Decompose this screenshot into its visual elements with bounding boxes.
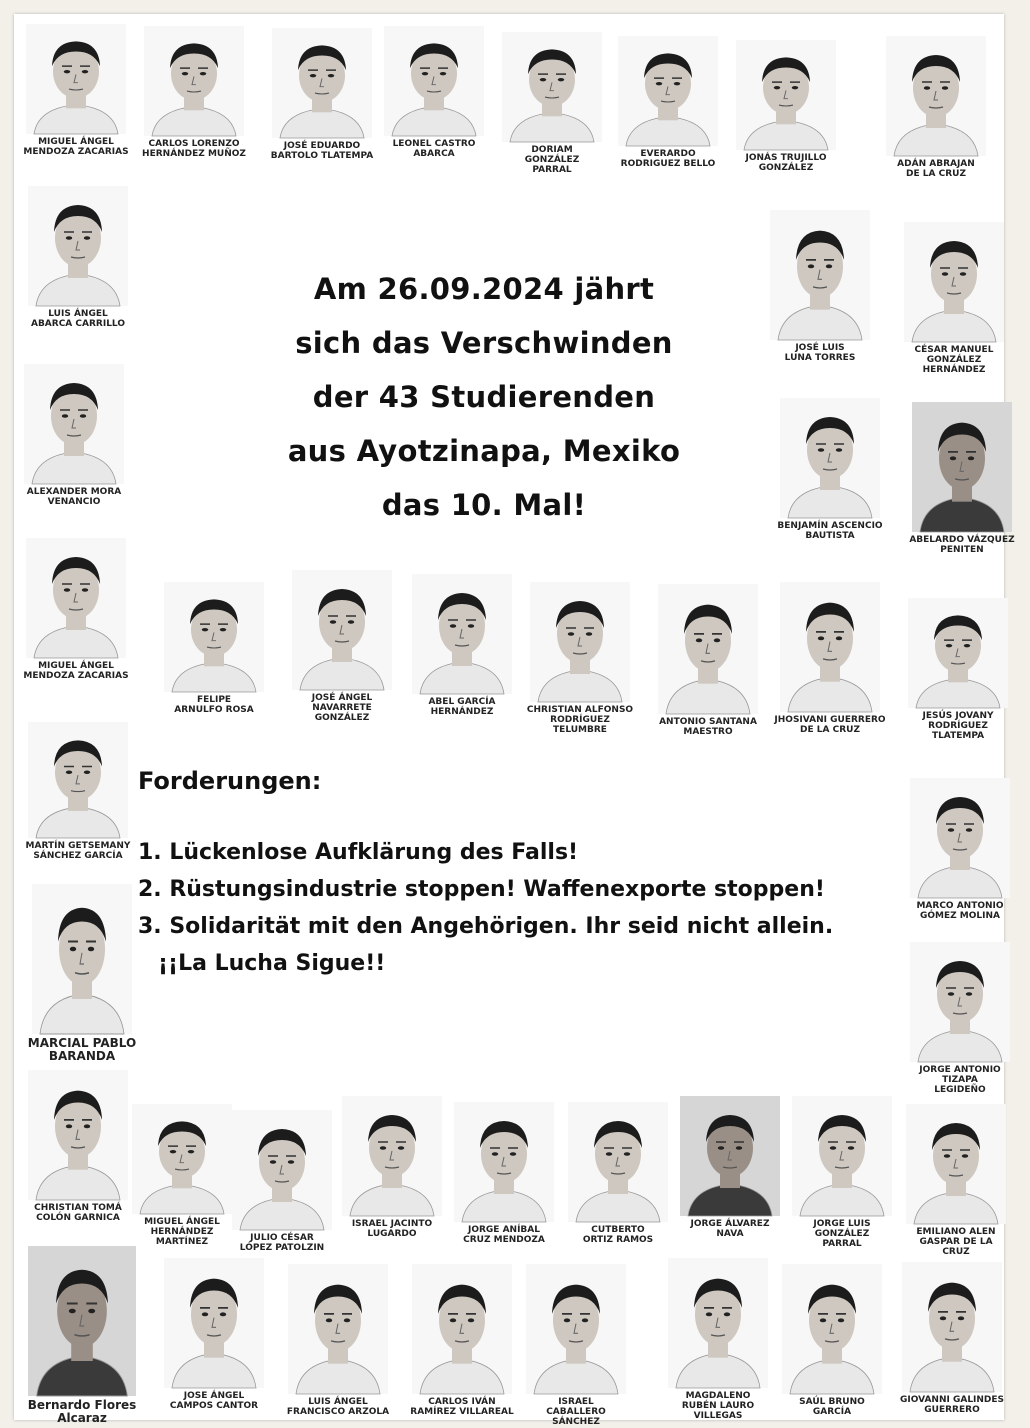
demand-item: 1. Lückenlose Aufklärung des Falls!: [138, 840, 579, 865]
headline-line: der 43 Studierenden: [312, 380, 656, 414]
portrait-photo: [384, 26, 484, 136]
portrait-card: [18, 722, 138, 861]
portrait-card: [154, 1258, 274, 1411]
portrait-photo: [502, 32, 602, 142]
portrait-caption: JORGE ÁLVAREZ NAVA: [690, 1219, 770, 1239]
portrait-card: [278, 1264, 398, 1417]
portrait-card: [14, 364, 134, 507]
portrait-caption: CARLOS IVÁN RAMÍREZ VILLAREAL: [410, 1397, 514, 1417]
portrait-caption: EVERARDO RODRIGUEZ BELLO: [620, 149, 716, 169]
portrait-card: [222, 1110, 342, 1253]
portrait-card: [22, 884, 142, 1063]
portrait-photo: [144, 26, 244, 136]
portrait-card: [16, 538, 136, 681]
portrait-caption: CARLOS LORENZO HERNÁNDEZ MUÑOZ: [142, 139, 246, 159]
portrait-card: [18, 1246, 146, 1425]
portrait-card: [402, 1264, 522, 1417]
portrait-caption: JESÚS JOVANY RODRÍGUEZ TLATEMPA: [922, 711, 994, 741]
portrait-photo: [288, 1264, 388, 1394]
portrait-photo: [132, 1104, 232, 1214]
demand-item: 2. Rüstungsindustrie stoppen! Waffenexporte stoppen!: [138, 877, 825, 902]
portrait-photo: [28, 186, 128, 306]
portrait-caption: ABEL GARCÍA HERNÁNDEZ: [428, 697, 496, 717]
portrait-caption: CÉSAR MANUEL GONZÁLEZ HERNÁNDEZ: [914, 345, 994, 375]
portrait-card: [332, 1096, 452, 1239]
portrait-caption: ADÁN ABRAJAN DE LA CRUZ: [897, 159, 975, 179]
portrait-caption: CUTBERTO ORTIZ RAMOS: [582, 1225, 654, 1245]
portrait-caption: LUIS ÁNGEL FRANCISCO ARZOLA: [286, 1397, 390, 1417]
portrait-card: [444, 1102, 564, 1245]
portrait-photo: [906, 1104, 1006, 1224]
portrait-card: [896, 1104, 1016, 1257]
poster: [14, 14, 1015, 1427]
headline-line: sich das Verschwinden: [295, 326, 673, 360]
portrait-caption: JULIO CÉSAR LÓPEZ PATOLZIN: [239, 1233, 325, 1253]
portrait-card: [770, 582, 890, 735]
portrait-card: [558, 1102, 678, 1245]
portrait-card: [894, 222, 1014, 375]
portrait-card: [902, 402, 1022, 555]
portrait-caption: Bernardo Flores Alcaraz: [27, 1398, 137, 1425]
demand-item: 3. Solidarität mit den Angehörigen. Ihr seid nicht allein.: [138, 914, 834, 939]
portrait-photo: [24, 364, 124, 484]
portrait-card: [900, 778, 1020, 921]
portrait-caption: MARCO ANTONIO GÓMEZ MOLINA: [916, 901, 1004, 921]
portrait-photo: [164, 582, 264, 692]
portrait-photo: [28, 722, 128, 838]
portrait-caption: JORGE ANTONIO TIZAPA LEGIDEÑO: [919, 1065, 1001, 1095]
portrait-caption: LEONEL CASTRO ABARCA: [392, 139, 476, 159]
portrait-photo: [782, 1264, 882, 1394]
portrait-caption: FELIPE ARNULFO ROSA: [174, 695, 254, 715]
portrait-photo: [736, 40, 836, 150]
portrait-caption: JOSÉ EDUARDO BARTOLO TLATEMPA: [270, 141, 374, 161]
portrait-caption: MIGUEL ÁNGEL MENDOZA ZACARIAS: [23, 661, 129, 681]
portrait-photo: [680, 1096, 780, 1216]
portrait-caption: JONÁS TRUJILLO GONZÁLEZ: [745, 153, 827, 173]
portrait-caption: JOSÉ ÁNGEL NAVARRETE GONZÁLEZ: [311, 693, 373, 723]
portrait-caption: ANTONIO SANTANA MAESTRO: [659, 717, 757, 737]
portrait-photo: [28, 1246, 136, 1396]
portrait-card: [18, 1070, 138, 1223]
portrait-photo: [886, 36, 986, 156]
portrait-photo: [292, 570, 392, 690]
portrait-card: [262, 28, 382, 161]
portrait-card: [154, 582, 274, 715]
portrait-caption: JORGE LUIS GONZÁLEZ PARRAL: [813, 1219, 871, 1249]
portrait-photo: [164, 1258, 264, 1388]
portrait-card: [876, 36, 996, 179]
portrait-photo: [780, 582, 880, 712]
portrait-caption: JOSÉ LUIS LUNA TORRES: [784, 343, 856, 363]
portrait-photo: [902, 1262, 1002, 1392]
portrait-photo: [272, 28, 372, 138]
portrait-caption: CHRISTIAN ALFONSO RODRÍGUEZ TELUMBRE: [526, 705, 634, 735]
portrait-card: [520, 582, 640, 735]
portrait-photo: [26, 24, 126, 134]
portrait-photo: [668, 1258, 768, 1388]
portrait-photo: [618, 36, 718, 146]
headline-line: das 10. Mal!: [381, 488, 587, 522]
portrait-card: [608, 36, 728, 169]
portrait-photo: [32, 884, 132, 1034]
portrait-photo: [26, 538, 126, 658]
portrait-card: [900, 942, 1020, 1095]
portrait-caption: GIOVANNI GALINDES GUERRERO: [899, 1395, 1005, 1415]
portrait-photo: [28, 1070, 128, 1200]
portrait-photo: [342, 1096, 442, 1216]
slogan: ¡¡La Lucha Sigue!!: [158, 951, 386, 976]
portrait-photo: [658, 584, 758, 714]
portrait-caption: JOSE ÁNGEL CAMPOS CANTOR: [169, 1391, 259, 1411]
portrait-card: [898, 598, 1018, 741]
portrait-card: [18, 186, 138, 329]
portrait-card: [770, 398, 890, 541]
portrait-photo: [770, 210, 870, 340]
portrait-card: [892, 1262, 1012, 1415]
portrait-caption: MARCIAL PABLO BARANDA: [27, 1036, 137, 1063]
portrait-card: [16, 24, 136, 157]
portrait-caption: DORIAM GONZÁLEZ PARRAL: [524, 145, 580, 175]
portrait-photo: [908, 598, 1008, 708]
demands-block: [138, 766, 898, 982]
portrait-card: [782, 1096, 902, 1249]
portrait-caption: ALEXANDER MORA VENANCIO: [26, 487, 122, 507]
portrait-caption: MARTÍN GETSEMANY SÁNCHEZ GARCÍA: [25, 841, 131, 861]
headline-line: Am 26.09.2024 jährt: [313, 272, 655, 306]
portrait-photo: [910, 942, 1010, 1062]
demands-heading: Forderungen:: [138, 767, 322, 795]
portrait-photo: [412, 1264, 512, 1394]
portrait-photo: [232, 1110, 332, 1230]
portrait-caption: JORGE ANÍBAL CRUZ MENDOZA: [463, 1225, 545, 1245]
portrait-caption: ABELARDO VÁZQUEZ PENITEN: [909, 535, 1015, 555]
portrait-photo: [530, 582, 630, 702]
portrait-photo: [568, 1102, 668, 1222]
portrait-photo: [792, 1096, 892, 1216]
portrait-photo: [904, 222, 1004, 342]
portrait-photo: [780, 398, 880, 518]
portrait-caption: MIGUEL ÁNGEL MENDOZA ZACARIAS: [23, 137, 129, 157]
headline-line: aus Ayotzinapa, Mexiko: [287, 434, 681, 468]
portrait-caption: EMILIANO ALEN GASPAR DE LA CRUZ: [916, 1227, 996, 1257]
portrait-photo: [912, 402, 1012, 532]
portrait-caption: BENJAMÍN ASCENCIO BAUTISTA: [777, 521, 883, 541]
portrait-card: [516, 1264, 636, 1427]
portrait-photo: [412, 574, 512, 694]
portrait-card: [658, 1258, 778, 1421]
portrait-photo: [910, 778, 1010, 898]
portrait-card: [760, 210, 880, 363]
portrait-caption: MAGDALENO RUBÉN LAURO VILLEGAS: [681, 1391, 755, 1421]
portrait-card: [282, 570, 402, 723]
portrait-caption: LUIS ÁNGEL ABARCA CARRILLO: [30, 309, 125, 329]
portrait-caption: JHOSIVANI GUERRERO DE LA CRUZ: [774, 715, 886, 735]
portrait-caption: MIGUEL ÁNGEL HERNÁNDEZ MARTÍNEZ: [144, 1217, 220, 1247]
portrait-card: [772, 1264, 892, 1417]
portrait-card: [134, 26, 254, 159]
portrait-caption: ISRAEL CABALLERO SÁNCHEZ: [546, 1397, 606, 1427]
portrait-card: [402, 574, 522, 717]
portrait-card: [670, 1096, 790, 1239]
portrait-card: [648, 584, 768, 737]
portrait-card: [726, 40, 846, 173]
portrait-photo: [526, 1264, 626, 1394]
headline: [234, 262, 734, 532]
portrait-caption: SAÚL BRUNO GARCÍA: [799, 1397, 865, 1417]
portrait-caption: CHRISTIAN TOMÁ COLÓN GARNICA: [34, 1203, 122, 1223]
portrait-caption: ISRAEL JACINTO LUGARDO: [351, 1219, 433, 1239]
portrait-card: [492, 32, 612, 175]
portrait-photo: [454, 1102, 554, 1222]
portrait-card: [374, 26, 494, 159]
